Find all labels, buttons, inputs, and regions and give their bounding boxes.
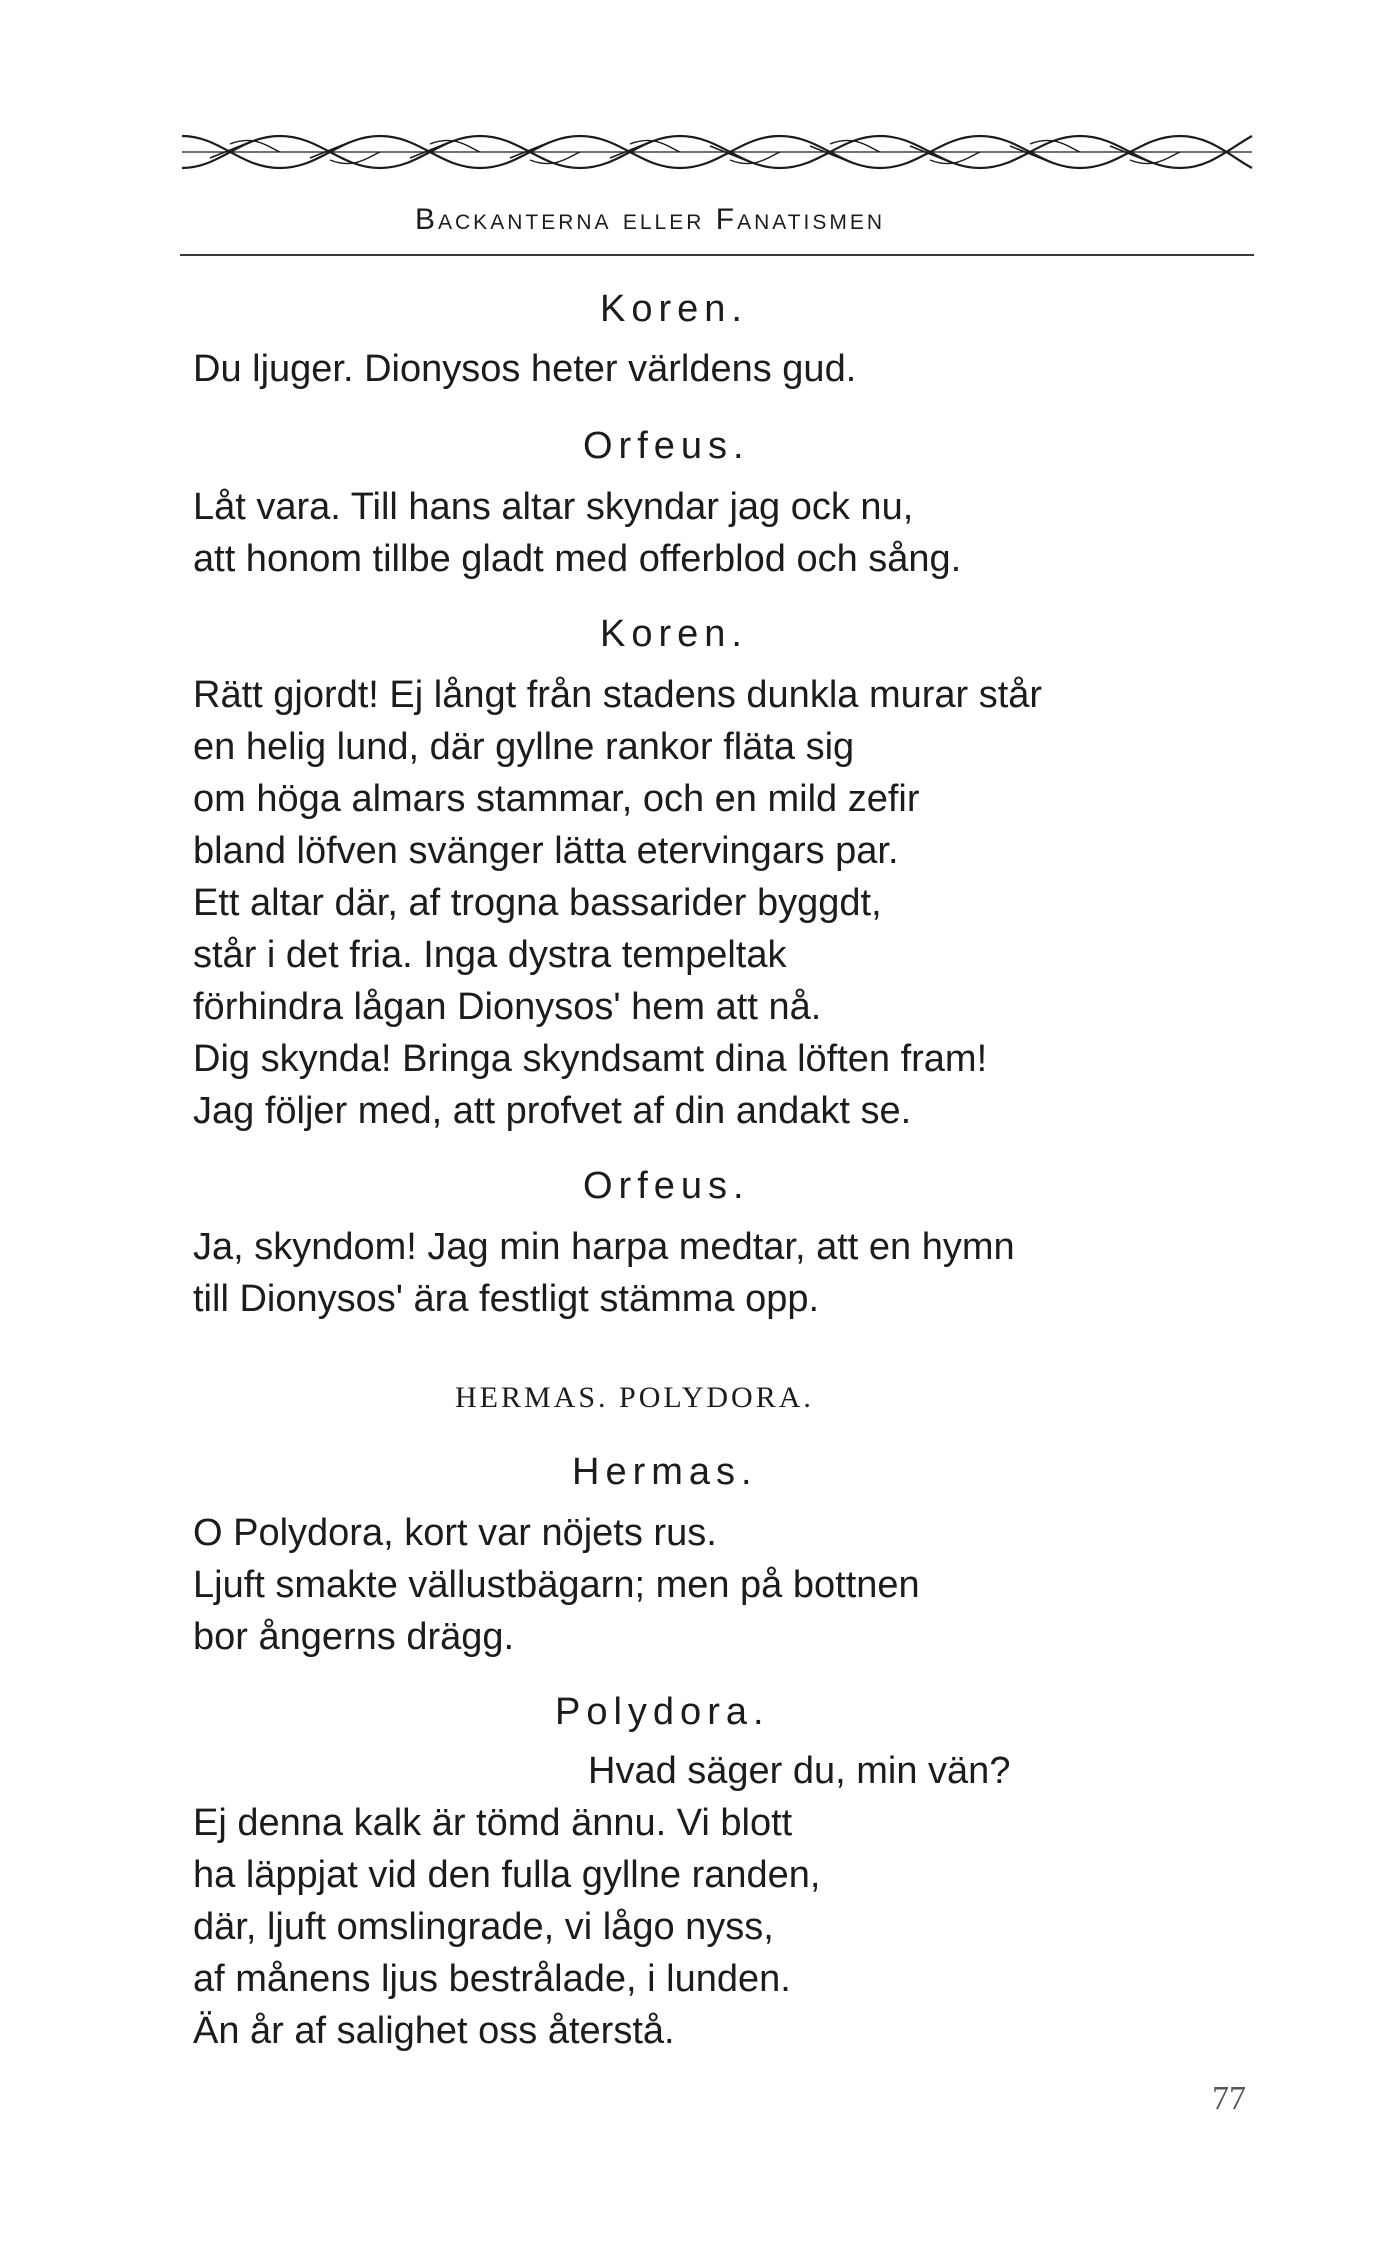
verse-line: Rätt gjordt! Ej långt från stadens dunkla murar står xyxy=(193,674,1043,716)
verse-line: bor ångerns drägg. xyxy=(193,1616,515,1658)
verse-line: om höga almars stammar, och en mild zefir xyxy=(193,778,920,820)
speaker-label: Polydora. xyxy=(555,1691,770,1733)
header-ornament xyxy=(180,128,1254,176)
running-title: Backanterna eller Fanatismen xyxy=(415,203,886,236)
verse-line: Ja, skyndom! Jag min harpa medtar, att en hymn xyxy=(193,1226,1015,1268)
verse-line: Ljuft smakte vällustbägarn; men på bottnen xyxy=(193,1564,920,1606)
speaker-label: Orfeus. xyxy=(583,1165,750,1207)
verse-line: bland löfven svänger lätta etervingars par. xyxy=(193,830,899,872)
verse-line: O Polydora, kort var nöjets rus. xyxy=(193,1512,717,1554)
speaker-label: Koren. xyxy=(600,288,748,330)
verse-line: Ej denna kalk är tömd ännu. Vi blott xyxy=(193,1802,793,1844)
verse-line: till Dionysos' ära festligt stämma opp. xyxy=(193,1278,820,1320)
verse-line: ha läppjat vid den fulla gyllne randen, xyxy=(193,1854,821,1896)
verse-line: Du ljuger. Dionysos heter världens gud. xyxy=(193,348,857,390)
page-number: 77 xyxy=(1212,2080,1246,2117)
verse-line: förhindra lågan Dionysos' hem att nå. xyxy=(193,986,822,1028)
verse-line: Dig skynda! Bringa skyndsamt dina löften fram! xyxy=(193,1038,988,1080)
verse-line: Låt vara. Till hans altar skyndar jag ock nu, xyxy=(193,486,914,528)
header-rule xyxy=(180,254,1254,256)
speaker-label: Koren. xyxy=(600,613,748,655)
verse-line: att honom tillbe gladt med offerblod och sång. xyxy=(193,538,962,580)
verse-line: en helig lund, där gyllne rankor fläta sig xyxy=(193,726,855,768)
verse-line: står i det fria. Inga dystra tempeltak xyxy=(193,934,787,976)
speaker-label: Orfeus. xyxy=(583,425,750,467)
verse-line: Hvad säger du, min vän? xyxy=(588,1750,1011,1792)
verse-line: af månens ljus bestrålade, i lunden. xyxy=(193,1958,791,2000)
stage-direction: HERMAS. POLYDORA. xyxy=(455,1381,814,1414)
verse-line: där, ljuft omslingrade, vi lågo nyss, xyxy=(193,1906,774,1948)
verse-line: Än år af salighet oss återstå. xyxy=(193,2010,675,2052)
speaker-label: Hermas. xyxy=(572,1451,758,1493)
verse-line: Ett altar där, af trogna bassarider byggdt, xyxy=(193,882,882,924)
verse-line: Jag följer med, att profvet af din andakt se. xyxy=(193,1090,912,1132)
